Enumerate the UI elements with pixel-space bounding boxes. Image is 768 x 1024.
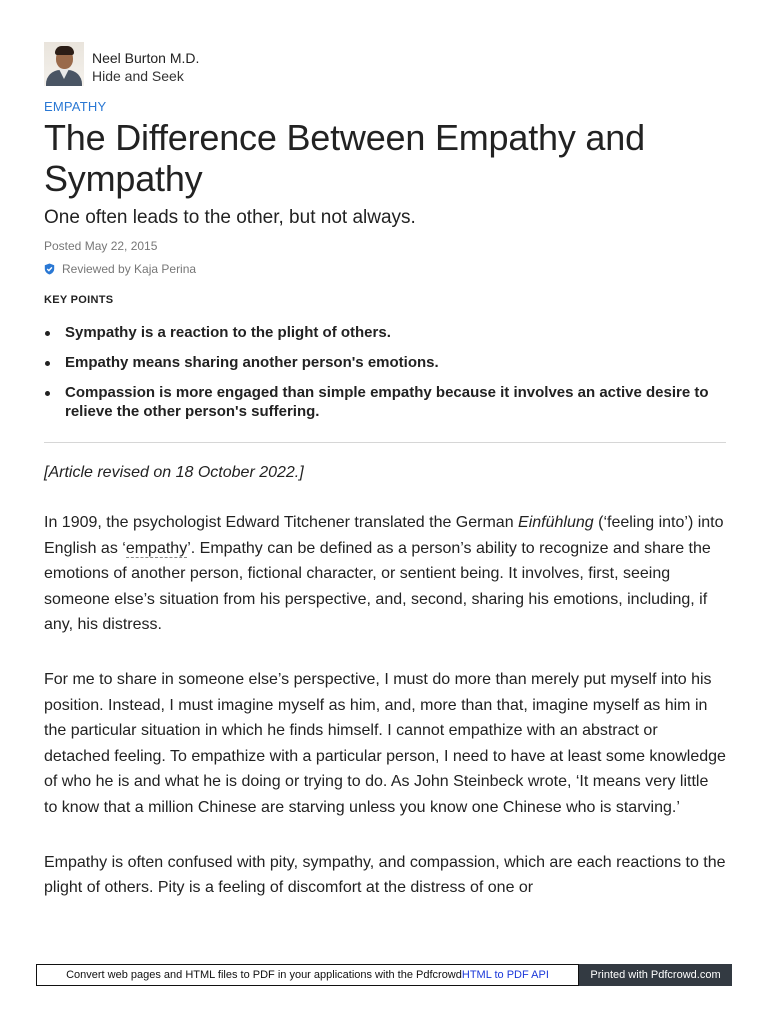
article-title: The Difference Between Empathy and Sympathy <box>44 117 645 199</box>
key-points-list <box>44 323 726 421</box>
footer-api-link[interactable]: HTML to PDF API <box>461 969 549 981</box>
reviewed-by <box>44 261 726 277</box>
german-term: Einfühlung <box>518 514 594 531</box>
empathy-link[interactable]: empathy <box>125 539 188 557</box>
author-blog-name[interactable]: Hide and Seek <box>92 68 184 84</box>
reviewer-text: Reviewed by Kaja Perina <box>62 262 197 276</box>
key-point-item: Empathy means sharing another person's emotions. <box>44 353 726 372</box>
revision-note: [Article revised on 18 October 2022.] <box>44 464 304 481</box>
posted-date: Posted May 22, 2015 <box>44 239 158 253</box>
section-divider <box>44 442 726 443</box>
article-paragraph-2: For me to share in someone else’s perspective, I must do more than merely put myself into his position. Instead, I must imagine myself as him, and, more than that, imagine myself as him in the particular situation in which he finds himself. I cannot empathize with an abstract or detached feeling. To empathize with a particular person, I need to have at least some knowledge of who he is and what he is doing or trying to do. As John Steinbeck wrote, ‘It means very little to know that a million Chinese are starving unless you know one Chinese who is starving.’ <box>44 670 726 816</box>
article-paragraph-3: Empathy is often confused with pity, sympathy, and compassion, which are each reactions to the plight of others. Pity is a feeling of discomfort at the distress of one or <box>44 853 726 897</box>
verified-shield-icon <box>44 263 55 275</box>
key-point-item: Compassion is more engaged than simple empathy because it involves an active desire to relieve the other person's suffering. <box>44 383 726 421</box>
author-avatar[interactable] <box>44 42 84 86</box>
article-subtitle: One often leads to the other, but not always. <box>44 207 416 228</box>
pdfcrowd-footer <box>36 964 732 986</box>
author-name[interactable]: Neel Burton M.D. <box>92 50 200 66</box>
footer-promo <box>36 964 579 986</box>
category-label[interactable]: EMPATHY <box>44 99 107 114</box>
footer-printed-with[interactable]: Printed with Pdfcrowd.com <box>579 964 732 986</box>
key-point-item: Sympathy is a reaction to the plight of others. <box>44 323 726 342</box>
key-points-heading: KEY POINTS <box>44 294 114 306</box>
article-paragraph-1: In 1909, the psychologist Edward Titchener translated the German Einfühlung (‘feeling into’) into English as ‘empathy’. Empathy can be defined as a person’s ability to recognize and share the emotions of another person, fictional character, or sentient being. It involves, first, seeing someone else’s situation from his perspective, and, second, sharing his emotions, including, if any, his distress. <box>44 514 724 634</box>
author-block <box>44 42 726 86</box>
article-page <box>44 42 726 917</box>
footer-promo-text: Convert web pages and HTML files to PDF in your applications with the Pdfcrowd <box>66 969 462 981</box>
